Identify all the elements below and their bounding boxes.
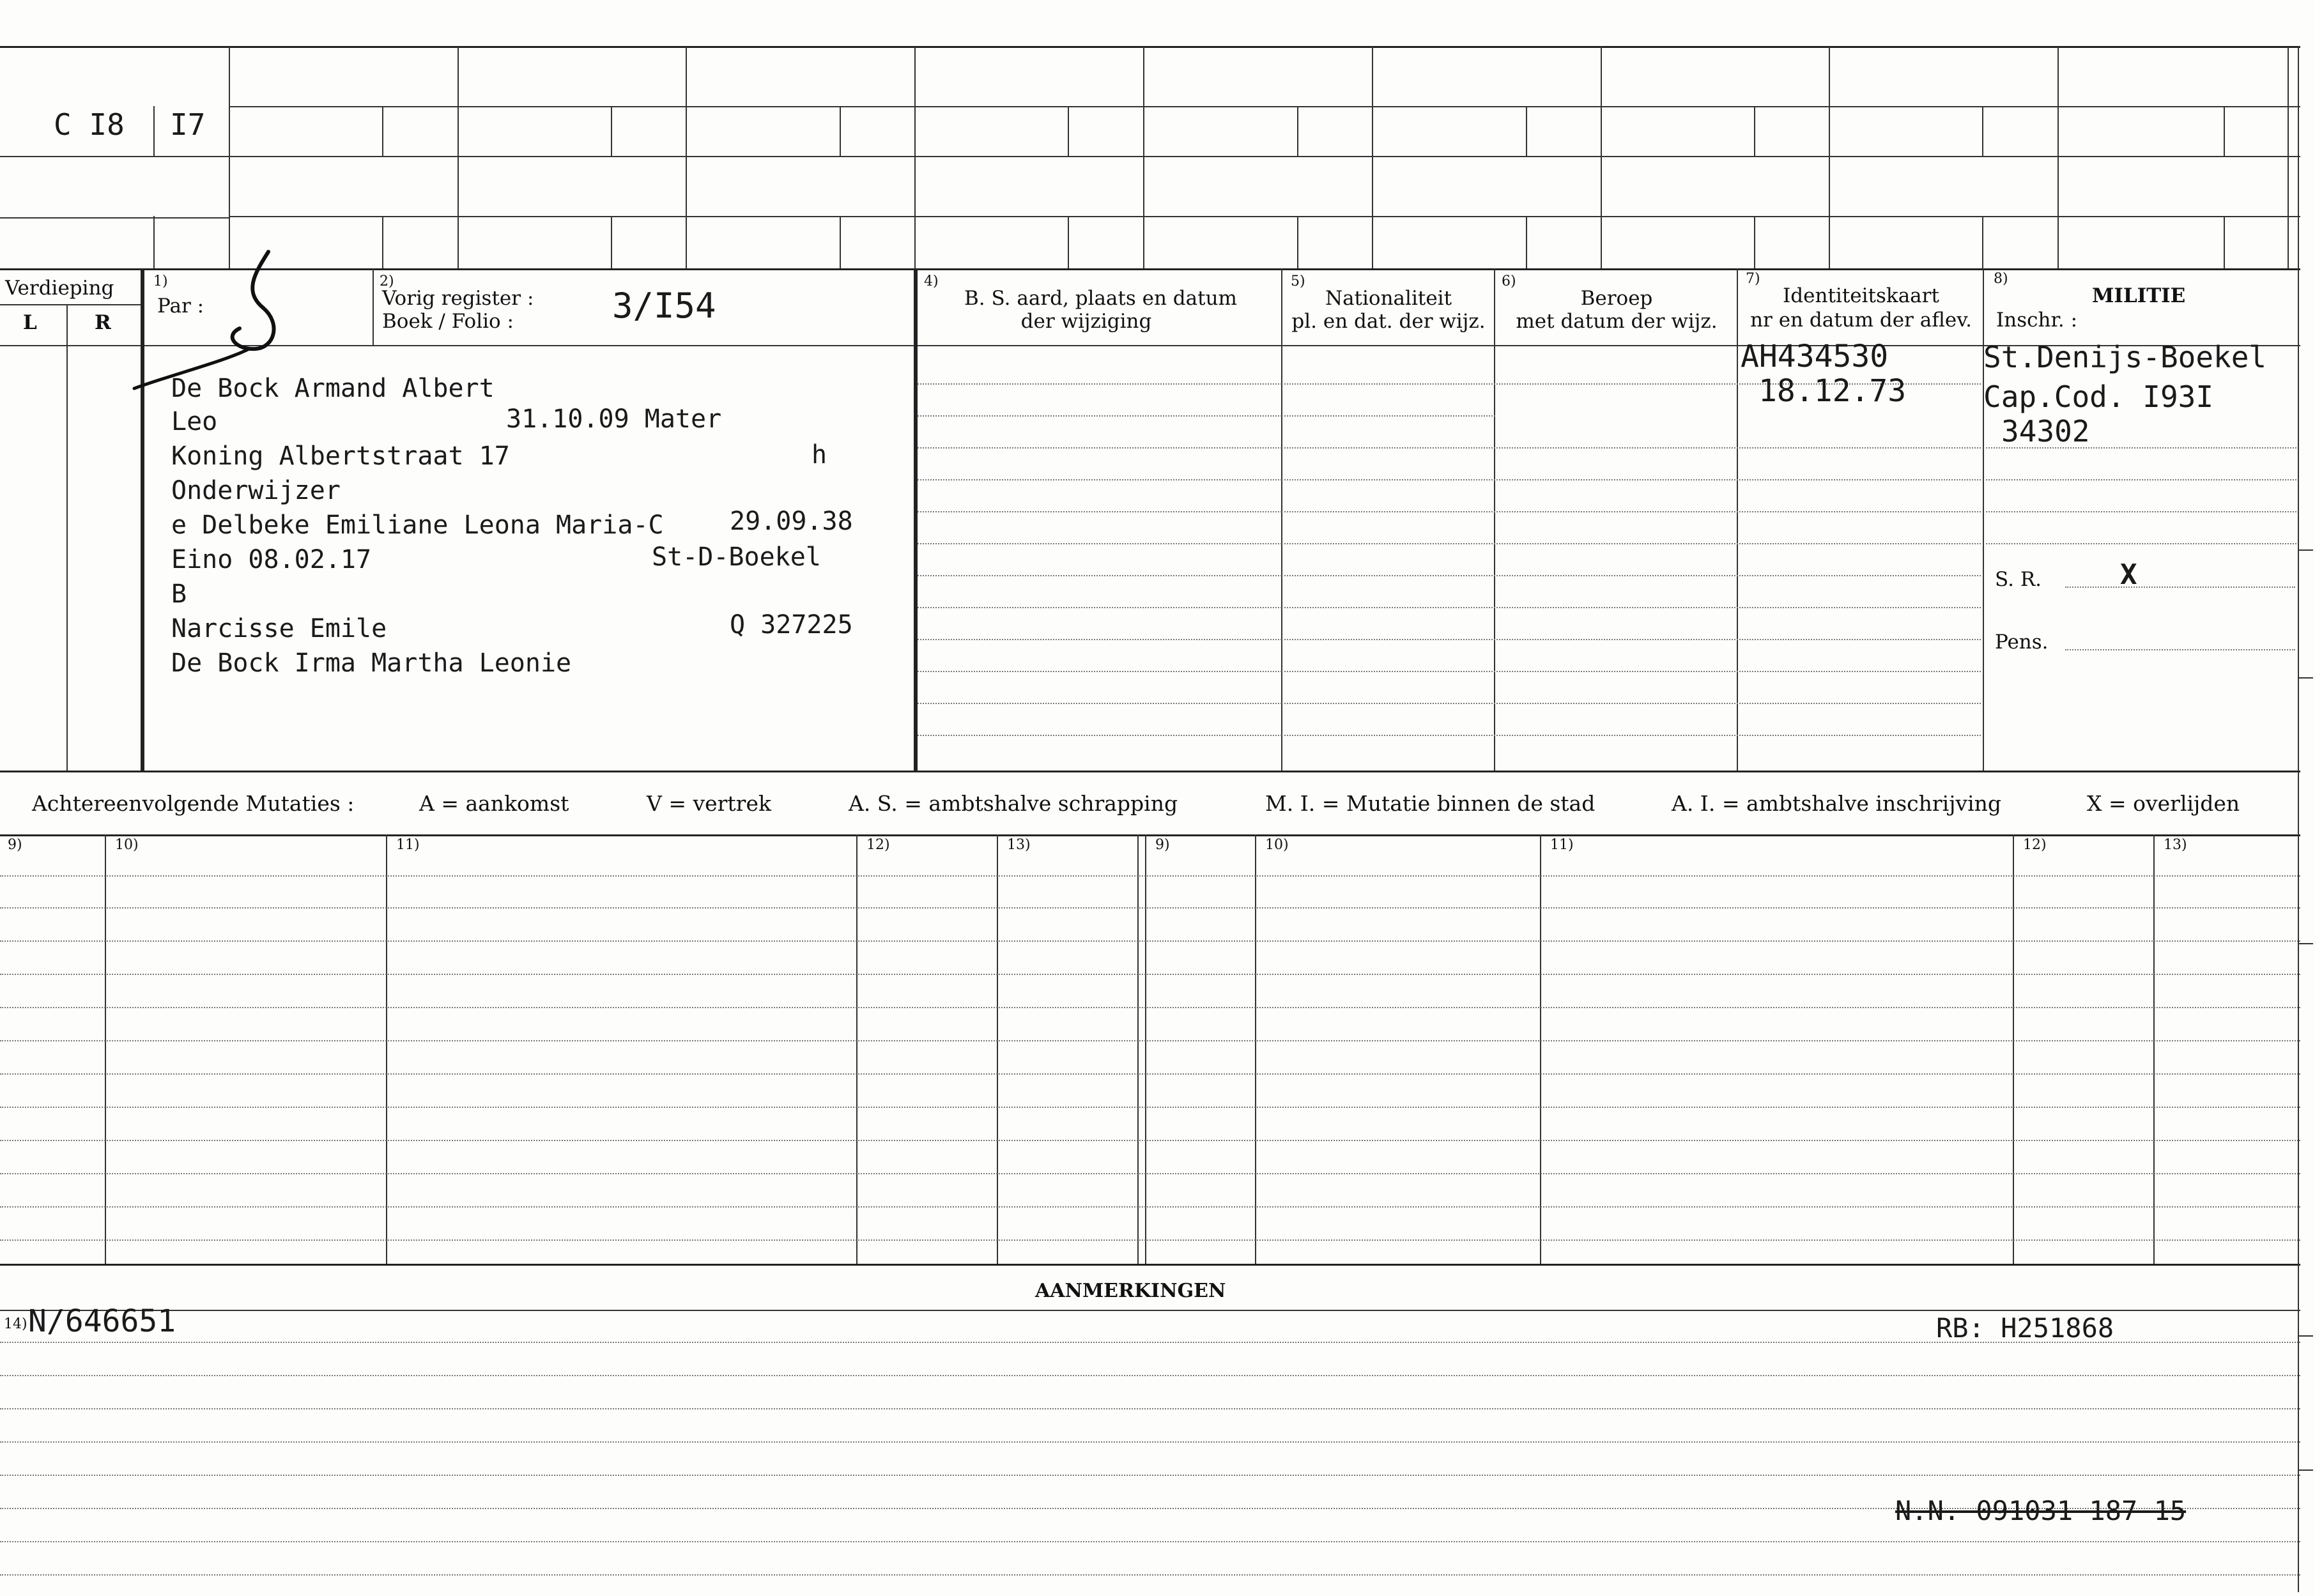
mutaties-title: Achtereenvolgende Mutaties : xyxy=(32,791,355,816)
mut-col-13b: 13) xyxy=(2164,837,2187,853)
remarks-value: N/646651 xyxy=(28,1303,176,1339)
mut-col-10b: 10) xyxy=(1265,837,1289,853)
person-spouse: e Delbeke Emiliane Leona Maria-C xyxy=(171,510,664,540)
vorig-num: 2) xyxy=(380,273,394,289)
person-father-code: Q 327225 xyxy=(730,610,853,640)
militie-number: 34302 xyxy=(2001,414,2090,449)
col-l-label: L xyxy=(23,311,37,334)
vorig-register-label: Vorig register : xyxy=(382,287,534,310)
remarks-rb: RB: H251868 xyxy=(1936,1312,2114,1344)
col4-num: 4) xyxy=(924,273,939,289)
person-mother: De Bock Irma Martha Leonie xyxy=(171,648,572,678)
col7-num: 7) xyxy=(1746,271,1760,287)
sr-value: X xyxy=(2120,558,2137,591)
col6-label-2: met datum der wijz. xyxy=(1516,310,1718,333)
par-num: 1) xyxy=(153,273,168,289)
col7-label-1: Identiteitskaart xyxy=(1783,284,1939,307)
mut-col-9b: 9) xyxy=(1155,837,1170,853)
mutatie-x: X = overlijden xyxy=(2087,791,2240,816)
person-spouse-place: St-D-Boekel xyxy=(652,542,821,572)
person-occupation: Onderwijzer xyxy=(171,476,341,505)
boek-folio-label: Boek / Folio : xyxy=(382,310,514,333)
code-cell-2: I7 xyxy=(170,107,206,142)
person-father: Narcisse Emile xyxy=(171,614,387,643)
vorig-register-value: 3/I54 xyxy=(612,286,716,326)
mut-col-13: 13) xyxy=(1007,837,1031,853)
mut-col-9: 9) xyxy=(8,837,22,853)
mutatie-ai: A. I. = ambtshalve inschrijving xyxy=(1672,791,2002,816)
person-mark-b: B xyxy=(171,579,187,609)
pens-label: Pens. xyxy=(1995,631,2049,654)
col8-label-1: MILITIE xyxy=(2092,284,2186,307)
person-address: Koning Albertstraat 17 xyxy=(171,441,510,471)
person-name: De Bock Armand Albert xyxy=(171,374,495,403)
remarks-title: AANMERKINGEN xyxy=(1035,1280,1226,1302)
person-spouse-birth: Eino 08.02.17 xyxy=(171,545,372,574)
mutatie-as: A. S. = ambtshalve schrapping xyxy=(849,791,1178,816)
mut-col-10: 10) xyxy=(115,837,139,853)
person-firstname2: Leo xyxy=(171,407,218,436)
identity-date: 18.12.73 xyxy=(1758,373,1907,409)
mutatie-a: A = aankomst xyxy=(419,791,569,816)
mut-col-11: 11) xyxy=(396,837,420,853)
col5-num: 5) xyxy=(1291,273,1305,289)
mut-col-12: 12) xyxy=(866,837,890,853)
remarks-nn: N.N. 091031 187 15 xyxy=(1895,1495,2187,1526)
sr-label: S. R. xyxy=(1995,568,2042,591)
col6-label-1: Beroep xyxy=(1580,287,1653,310)
remarks-num: 14) xyxy=(4,1316,27,1332)
person-address-mark: h xyxy=(811,440,827,470)
person-spouse-date: 29.09.38 xyxy=(730,507,853,536)
par-label: Par : xyxy=(157,295,204,318)
mut-col-11b: 11) xyxy=(1550,837,1574,853)
col-r-label: R xyxy=(95,311,111,334)
person-birth: 31.10.09 Mater xyxy=(506,404,722,434)
identity-number: AH434530 xyxy=(1741,339,1889,374)
col5-label-2: pl. en dat. der wijz. xyxy=(1291,310,1486,333)
verdieping-label: Verdieping xyxy=(5,277,114,300)
col5-label-1: Nationaliteit xyxy=(1325,287,1452,310)
code-cell: C I8 xyxy=(54,107,125,142)
mut-col-12b: 12) xyxy=(2023,837,2047,853)
col7-label-2: nr en datum der aflev. xyxy=(1750,309,1972,332)
mutatie-mi: M. I. = Mutatie binnen de stad xyxy=(1265,791,1596,816)
col8-num: 8) xyxy=(1994,271,2008,287)
col8-label-2: Inschr. : xyxy=(1996,309,2078,332)
col4-label-2: der wijziging xyxy=(1020,310,1152,333)
col4-label-1: B. S. aard, plaats en datum xyxy=(964,287,1237,310)
militie-place: St.Denijs-Boekel xyxy=(1983,340,2267,374)
mutatie-v: V = vertrek xyxy=(647,791,771,816)
col6-num: 6) xyxy=(1502,273,1516,289)
militie-cap: Cap.Cod. I93I xyxy=(1983,380,2214,414)
